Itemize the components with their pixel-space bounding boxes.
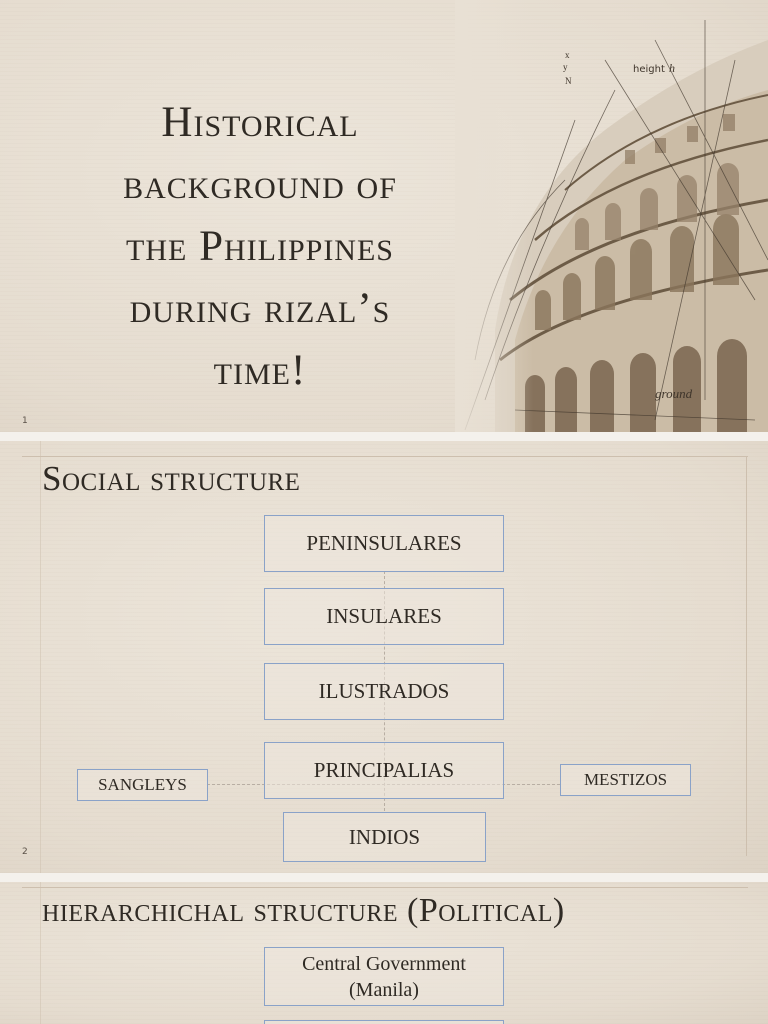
hierarchy-box-peninsulares: PENINSULARES (264, 515, 504, 572)
hierarchy-box-indios: INDIOS (283, 812, 486, 862)
slide-3-title: hierarchichal structure (Political) (42, 892, 565, 929)
slide-3 (0, 882, 768, 1024)
sketch-annotation-x: x (565, 50, 570, 60)
political-box-central-government: Central Government (Manila) (264, 947, 504, 1006)
title-line-1: Historical (161, 99, 359, 146)
sketch-annotation-ground: ground (655, 386, 693, 401)
sketch-annotation-h: h (669, 61, 675, 75)
slide-separator (0, 873, 768, 882)
frame-line (40, 882, 41, 1024)
slide-1 (0, 0, 768, 432)
title-line-3: the Philippines (126, 223, 394, 270)
sketch-annotation-height: height (633, 64, 665, 75)
slide-number: 1 (22, 416, 28, 426)
sketch-annotation-y: y (563, 62, 568, 72)
slide-2 (0, 441, 768, 873)
colosseum-sketch-image (455, 0, 768, 432)
slide-1-title (60, 92, 460, 402)
sketch-annotation-n: N (565, 76, 572, 86)
slide-number: 2 (22, 847, 28, 857)
slide-2-title: Social structure (42, 459, 301, 498)
side-box-sangleys: SANGLEYS (77, 769, 208, 801)
title-line-4: during rizal’s (129, 285, 391, 332)
slide-separator (0, 432, 768, 441)
side-box-mestizos: MESTIZOS (560, 764, 691, 796)
frame-line (746, 456, 747, 856)
frame-line (22, 887, 748, 888)
political-box-next (264, 1020, 504, 1024)
hierarchy-box-principalias: PRINCIPALIAS (264, 742, 504, 799)
title-line-5: time! (213, 347, 307, 394)
frame-line (22, 456, 748, 457)
hierarchy-box-ilustrados: ILUSTRADOS (264, 663, 504, 720)
hierarchy-box-insulares: INSULARES (264, 588, 504, 645)
frame-line (40, 441, 41, 873)
title-line-2: background of (123, 161, 397, 208)
